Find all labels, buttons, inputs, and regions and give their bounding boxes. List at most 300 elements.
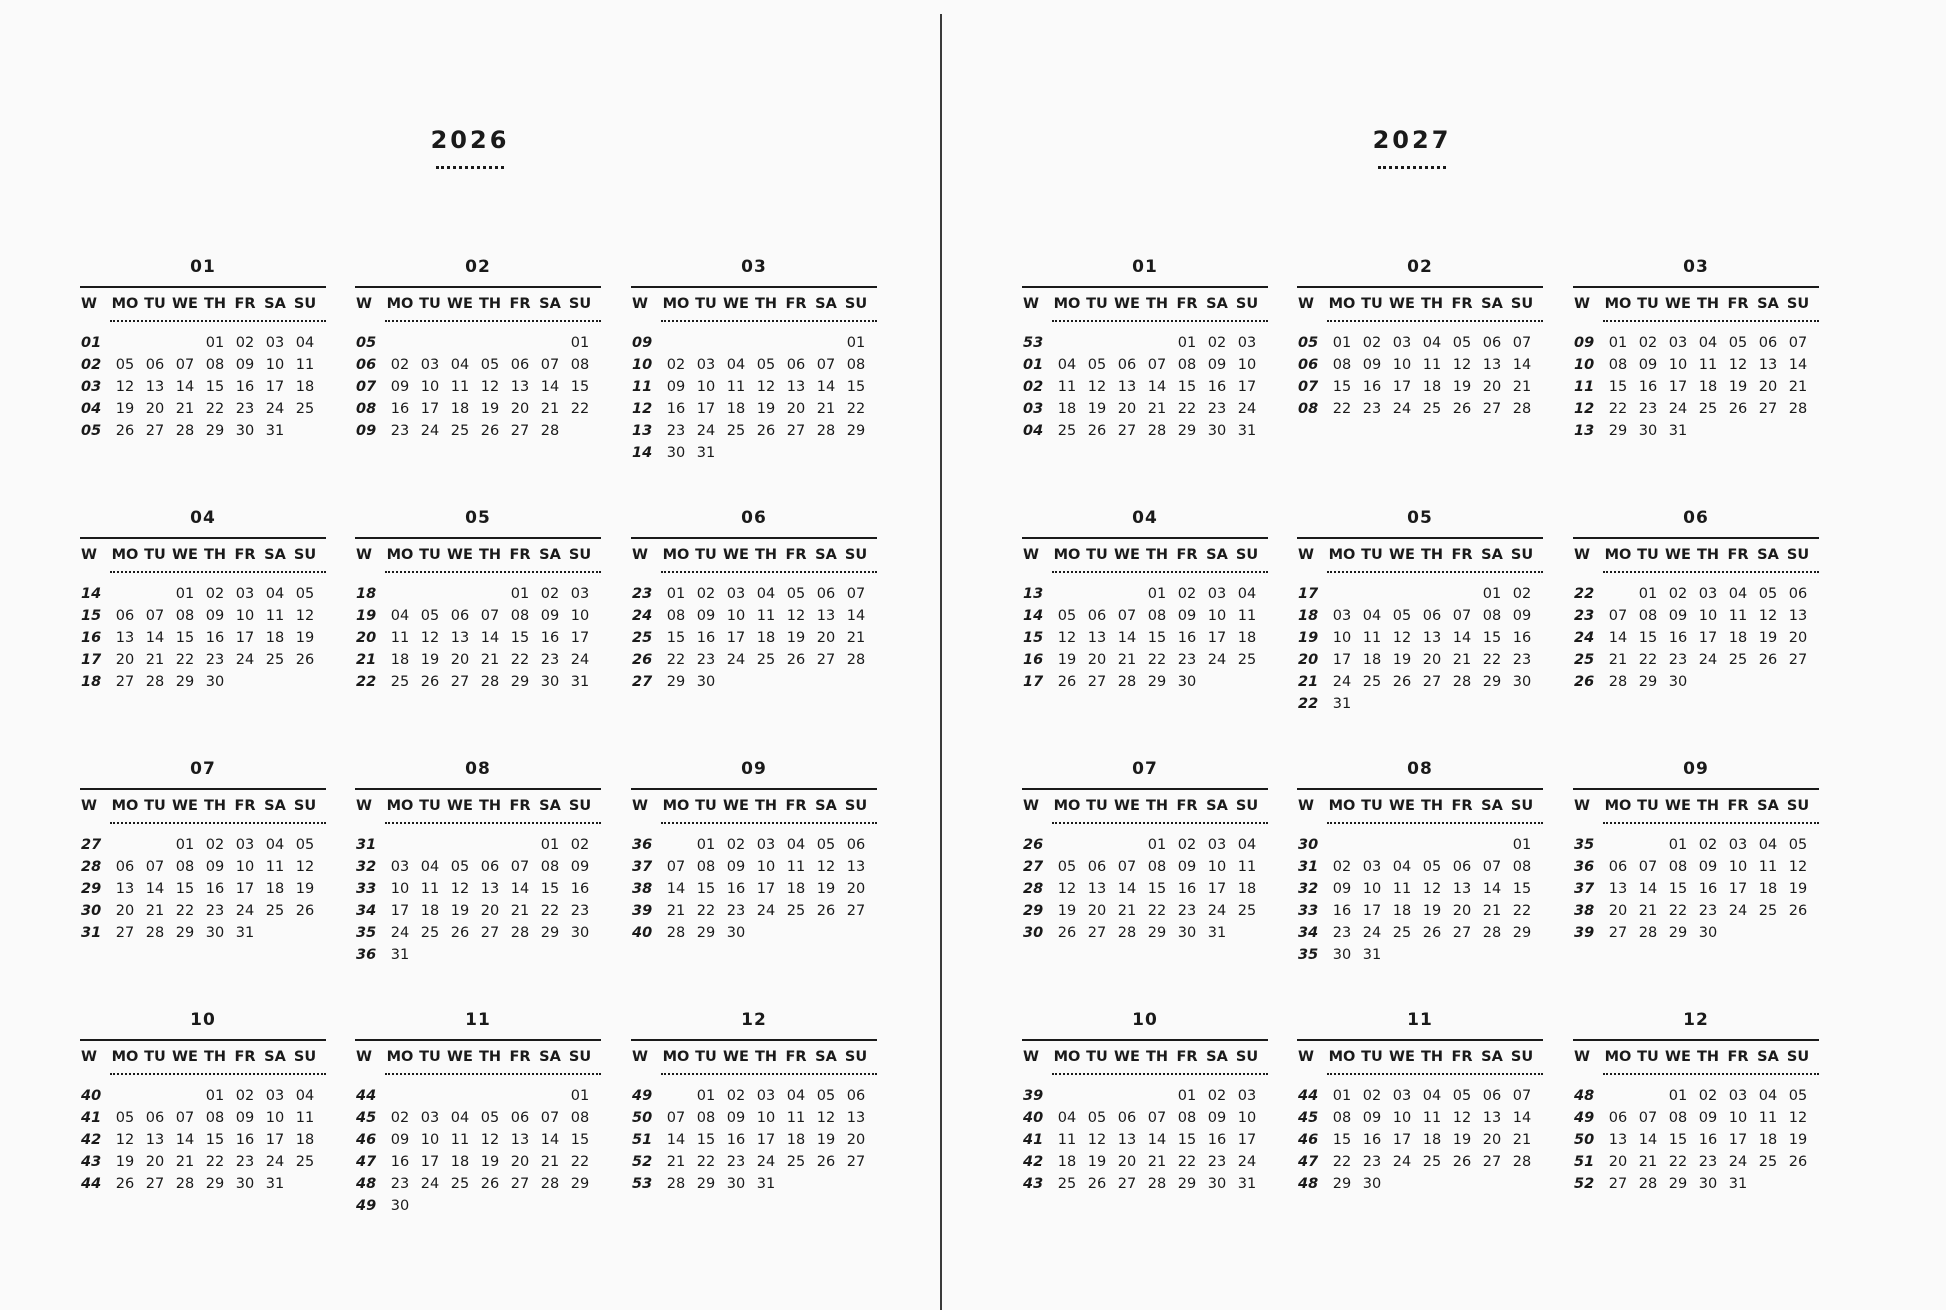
day-cell: 26 xyxy=(450,925,470,941)
day-cell: 11 xyxy=(1237,859,1257,875)
week-row xyxy=(1297,583,1543,605)
day-cell: 18 xyxy=(1422,379,1442,395)
day-cell: 04 xyxy=(1237,837,1257,853)
month-title: 02 xyxy=(465,257,491,277)
weekday-header xyxy=(1022,790,1268,820)
weekday-header xyxy=(80,1041,326,1071)
day-cell: 03 xyxy=(1237,335,1257,351)
header-dotted-rule xyxy=(1327,571,1543,573)
day-cell: 28 xyxy=(480,674,500,690)
weekday-label: TH xyxy=(203,296,227,312)
header-dotted-rule xyxy=(661,822,877,824)
week-column-header: W xyxy=(1574,547,1590,563)
month-title: 08 xyxy=(1407,759,1433,779)
day-cell: 06 xyxy=(115,608,135,624)
weekday-label: TU xyxy=(419,547,441,563)
weekday-label: SA xyxy=(815,296,837,312)
day-cell: 23 xyxy=(1207,1154,1227,1170)
week-number: 48 xyxy=(356,1176,377,1192)
day-cell: 07 xyxy=(1512,335,1532,351)
week-row xyxy=(631,834,877,856)
day-cell: 23 xyxy=(1668,652,1688,668)
day-cell: 20 xyxy=(145,401,165,417)
week-number: 40 xyxy=(632,925,653,941)
weekday-label: TU xyxy=(695,1049,717,1065)
day-cell: 27 xyxy=(1117,423,1137,439)
day-cell: 26 xyxy=(1057,674,1077,690)
weekday-label: SA xyxy=(539,798,561,814)
day-cell: 10 xyxy=(1207,608,1227,624)
month-title: 09 xyxy=(741,759,767,779)
day-cell: 09 xyxy=(235,357,255,373)
day-cell: 18 xyxy=(450,401,470,417)
weekday-label: TU xyxy=(144,547,166,563)
weekday-label: TH xyxy=(1420,547,1444,563)
day-cell: 30 xyxy=(205,674,225,690)
header-dotted-rule xyxy=(110,571,326,573)
week-row xyxy=(1022,671,1268,693)
day-cell: 04 xyxy=(1057,1110,1077,1126)
day-cell: 30 xyxy=(1207,1176,1227,1192)
week-column-header: W xyxy=(1574,798,1590,814)
week-row xyxy=(1297,671,1543,693)
week-row xyxy=(1297,834,1543,856)
day-cell: 24 xyxy=(1362,925,1382,941)
weekday-label: TH xyxy=(1145,798,1169,814)
day-cell: 07 xyxy=(1482,859,1502,875)
day-cell: 28 xyxy=(1482,925,1502,941)
week-row xyxy=(355,671,601,693)
day-cell: 01 xyxy=(696,1088,716,1104)
day-cell: 03 xyxy=(265,335,285,351)
day-cell: 27 xyxy=(816,652,836,668)
day-cell: 21 xyxy=(1638,1154,1658,1170)
week-number: 20 xyxy=(1298,652,1319,668)
day-cell: 13 xyxy=(846,859,866,875)
week-number: 50 xyxy=(1574,1132,1595,1148)
month-02 xyxy=(355,254,601,442)
day-cell xyxy=(1112,1085,1142,1107)
week-row xyxy=(1022,332,1268,354)
day-cell: 30 xyxy=(726,1176,746,1192)
weekday-label: SA xyxy=(815,547,837,563)
weekday-header xyxy=(355,790,601,820)
week-row xyxy=(631,442,877,464)
day-cell: 28 xyxy=(1512,401,1532,417)
day-cell: 21 xyxy=(1482,903,1502,919)
day-cell: 13 xyxy=(816,608,836,624)
week-number: 29 xyxy=(81,881,102,897)
day-cell xyxy=(1232,922,1262,944)
day-cell xyxy=(1447,834,1477,856)
day-cell: 05 xyxy=(115,1110,135,1126)
day-cell: 07 xyxy=(510,859,530,875)
week-row xyxy=(355,1151,601,1173)
weekday-label: MO xyxy=(1328,296,1356,312)
day-cell: 27 xyxy=(846,1154,866,1170)
day-cell: 11 xyxy=(1237,608,1257,624)
day-cell: 28 xyxy=(1638,925,1658,941)
week-number: 09 xyxy=(1574,335,1595,351)
header-dotted-rule xyxy=(661,571,877,573)
day-cell: 04 xyxy=(1422,335,1442,351)
day-cell: 22 xyxy=(696,1154,716,1170)
weekday-label: TH xyxy=(203,547,227,563)
week-number: 33 xyxy=(1298,903,1319,919)
weekday-label: FR xyxy=(234,296,256,312)
week-number: 06 xyxy=(1298,357,1319,373)
day-cell: 25 xyxy=(390,674,410,690)
day-cell: 02 xyxy=(1332,859,1352,875)
day-cell xyxy=(385,834,415,856)
weekday-label: MO xyxy=(386,547,414,563)
week-number: 27 xyxy=(81,837,102,853)
weekday-label: SU xyxy=(1786,296,1810,312)
day-cell: 29 xyxy=(846,423,866,439)
week-number: 14 xyxy=(1023,608,1044,624)
day-cell: 27 xyxy=(1087,674,1107,690)
day-cell: 10 xyxy=(1668,357,1688,373)
day-cell: 16 xyxy=(390,1154,410,1170)
day-cell: 17 xyxy=(726,630,746,646)
week-number: 18 xyxy=(81,674,102,690)
day-cell xyxy=(1082,1085,1112,1107)
day-cell: 25 xyxy=(1422,401,1442,417)
day-cell: 27 xyxy=(1758,401,1778,417)
day-cell: 01 xyxy=(205,335,225,351)
month-title: 08 xyxy=(465,759,491,779)
day-cell: 09 xyxy=(1207,1110,1227,1126)
week-row xyxy=(1297,649,1543,671)
month-05 xyxy=(1297,505,1543,715)
day-cell: 10 xyxy=(1392,1110,1412,1126)
day-cell: 16 xyxy=(1177,630,1197,646)
day-cell: 05 xyxy=(480,1110,500,1126)
day-cell: 09 xyxy=(726,1110,746,1126)
day-cell xyxy=(565,944,595,966)
weekday-label: FR xyxy=(1727,1049,1749,1065)
day-cell xyxy=(385,583,415,605)
day-cell: 19 xyxy=(1728,379,1748,395)
day-cell: 20 xyxy=(510,401,530,417)
day-cell: 09 xyxy=(696,608,716,624)
weekday-header xyxy=(1573,790,1819,820)
day-cell: 09 xyxy=(1362,1110,1382,1126)
weekday-label: TU xyxy=(1361,296,1383,312)
day-cell: 03 xyxy=(1728,1088,1748,1104)
weekday-label: WE xyxy=(1114,798,1140,814)
day-cell: 02 xyxy=(696,586,716,602)
weekday-header xyxy=(631,539,877,569)
day-cell xyxy=(1783,922,1813,944)
week-row xyxy=(631,900,877,922)
day-cell: 06 xyxy=(1087,608,1107,624)
week-number: 16 xyxy=(81,630,102,646)
day-cell: 09 xyxy=(205,859,225,875)
day-cell: 19 xyxy=(1452,1132,1472,1148)
day-cell: 05 xyxy=(295,586,315,602)
day-cell: 07 xyxy=(846,586,866,602)
week-number: 46 xyxy=(1298,1132,1319,1148)
week-column-header: W xyxy=(356,1049,372,1065)
day-cell xyxy=(1112,834,1142,856)
day-cell: 24 xyxy=(265,1154,285,1170)
day-cell: 24 xyxy=(1728,903,1748,919)
day-cell: 06 xyxy=(846,837,866,853)
weekday-label: FR xyxy=(509,1049,531,1065)
day-cell: 25 xyxy=(726,423,746,439)
weekday-label: SU xyxy=(844,798,868,814)
weekday-header xyxy=(1297,539,1543,569)
day-cell: 30 xyxy=(1638,423,1658,439)
weekday-header xyxy=(1573,288,1819,318)
day-cell xyxy=(1603,834,1633,856)
weekday-label: MO xyxy=(1604,798,1632,814)
week-number: 28 xyxy=(1023,881,1044,897)
day-cell: 04 xyxy=(786,1088,806,1104)
weekday-label: TH xyxy=(1420,1049,1444,1065)
weekday-label: SU xyxy=(568,1049,592,1065)
day-cell: 25 xyxy=(1758,903,1778,919)
day-cell: 28 xyxy=(510,925,530,941)
day-cell: 19 xyxy=(295,630,315,646)
day-cell: 30 xyxy=(696,674,716,690)
weekday-label: MO xyxy=(386,1049,414,1065)
day-cell: 15 xyxy=(1332,1132,1352,1148)
month-04 xyxy=(80,505,326,693)
week-number: 31 xyxy=(81,925,102,941)
weekday-label: WE xyxy=(723,798,749,814)
weekday-label: TH xyxy=(1696,798,1720,814)
week-number: 38 xyxy=(632,881,653,897)
day-cell xyxy=(1052,583,1082,605)
week-row xyxy=(1297,376,1543,398)
week-row xyxy=(631,649,877,671)
day-cell: 06 xyxy=(1117,357,1137,373)
day-cell: 11 xyxy=(450,379,470,395)
day-cell: 10 xyxy=(1728,1110,1748,1126)
month-07 xyxy=(1022,756,1268,944)
day-cell: 21 xyxy=(1512,379,1532,395)
day-cell: 23 xyxy=(1177,903,1197,919)
day-cell xyxy=(565,420,595,442)
weekday-label: WE xyxy=(447,1049,473,1065)
week-number: 04 xyxy=(81,401,102,417)
day-cell: 26 xyxy=(756,423,776,439)
week-number: 03 xyxy=(81,379,102,395)
day-cell: 05 xyxy=(1057,859,1077,875)
day-cell: 05 xyxy=(786,586,806,602)
day-cell: 19 xyxy=(115,1154,135,1170)
day-cell: 09 xyxy=(1362,357,1382,373)
month-11 xyxy=(355,1007,601,1217)
day-cell xyxy=(140,332,170,354)
weekday-label: SA xyxy=(815,1049,837,1065)
header-dotted-rule xyxy=(110,822,326,824)
week-row xyxy=(1022,1085,1268,1107)
day-cell: 22 xyxy=(510,652,530,668)
day-cell: 19 xyxy=(1422,903,1442,919)
day-cell xyxy=(1142,332,1172,354)
week-row xyxy=(1297,944,1543,966)
day-cell: 13 xyxy=(1452,881,1472,897)
day-cell: 19 xyxy=(1087,401,1107,417)
weekday-label: SA xyxy=(1757,296,1779,312)
day-cell: 26 xyxy=(816,1154,836,1170)
weekday-label: TU xyxy=(1086,547,1108,563)
day-cell: 25 xyxy=(420,925,440,941)
week-row xyxy=(1297,354,1543,376)
day-cell: 27 xyxy=(1608,1176,1628,1192)
week-number: 43 xyxy=(1023,1176,1044,1192)
day-cell: 25 xyxy=(295,1154,315,1170)
weekday-label: WE xyxy=(1665,798,1691,814)
day-cell: 12 xyxy=(1788,1110,1808,1126)
day-cell: 05 xyxy=(1057,608,1077,624)
week-row xyxy=(631,1085,877,1107)
day-cell xyxy=(1202,671,1232,693)
day-cell xyxy=(535,944,565,966)
day-cell: 09 xyxy=(1177,859,1197,875)
day-cell: 17 xyxy=(420,1154,440,1170)
day-cell: 30 xyxy=(235,423,255,439)
day-cell: 08 xyxy=(696,1110,716,1126)
week-row xyxy=(1573,856,1819,878)
week-row xyxy=(1573,354,1819,376)
weekday-header xyxy=(1573,539,1819,569)
day-cell: 13 xyxy=(1608,1132,1628,1148)
day-cell xyxy=(445,834,475,856)
weekday-header xyxy=(80,539,326,569)
day-cell: 12 xyxy=(1728,357,1748,373)
day-cell xyxy=(110,834,140,856)
week-row xyxy=(1022,1107,1268,1129)
day-cell xyxy=(1112,332,1142,354)
day-cell: 30 xyxy=(726,925,746,941)
month-06 xyxy=(1573,505,1819,693)
day-cell: 23 xyxy=(696,652,716,668)
year-panel-2027 xyxy=(942,0,1882,1310)
weekday-label: SU xyxy=(293,296,317,312)
day-cell: 27 xyxy=(1452,925,1472,941)
day-cell: 16 xyxy=(1207,379,1227,395)
day-cell: 28 xyxy=(175,423,195,439)
day-cell xyxy=(170,332,200,354)
month-03 xyxy=(631,254,877,464)
day-cell: 10 xyxy=(235,859,255,875)
year-panel-2026 xyxy=(0,0,940,1310)
day-cell xyxy=(1693,671,1723,693)
month-title: 03 xyxy=(1683,257,1709,277)
day-cell: 01 xyxy=(510,586,530,602)
day-cell: 30 xyxy=(390,1198,410,1214)
day-cell xyxy=(415,1085,445,1107)
day-cell: 01 xyxy=(540,837,560,853)
day-cell xyxy=(1603,1085,1633,1107)
weekday-label: WE xyxy=(1114,1049,1140,1065)
day-cell: 14 xyxy=(540,1132,560,1148)
day-cell xyxy=(1232,671,1262,693)
day-cell: 22 xyxy=(205,1154,225,1170)
day-cell: 30 xyxy=(1177,674,1197,690)
day-cell: 29 xyxy=(696,1176,716,1192)
weekday-label: TU xyxy=(144,1049,166,1065)
day-cell: 24 xyxy=(1392,401,1412,417)
day-cell: 15 xyxy=(1147,881,1167,897)
day-cell xyxy=(841,442,871,464)
month-title: 02 xyxy=(1407,257,1433,277)
day-cell: 28 xyxy=(1147,1176,1167,1192)
header-dotted-rule xyxy=(385,822,601,824)
weekday-label: SU xyxy=(568,798,592,814)
day-cell: 06 xyxy=(1608,1110,1628,1126)
day-cell xyxy=(1447,693,1477,715)
day-cell: 27 xyxy=(480,925,500,941)
week-number: 37 xyxy=(1574,881,1595,897)
day-cell xyxy=(1477,834,1507,856)
week-number: 48 xyxy=(1298,1176,1319,1192)
day-cell: 21 xyxy=(1788,379,1808,395)
week-column-header: W xyxy=(632,296,648,312)
day-cell: 29 xyxy=(175,925,195,941)
day-cell: 20 xyxy=(1452,903,1472,919)
day-cell: 07 xyxy=(1788,335,1808,351)
day-cell: 18 xyxy=(450,1154,470,1170)
week-row xyxy=(1573,376,1819,398)
day-cell xyxy=(290,922,320,944)
day-cell xyxy=(841,922,871,944)
week-column-header: W xyxy=(356,296,372,312)
day-cell: 26 xyxy=(295,903,315,919)
day-cell: 11 xyxy=(726,379,746,395)
weekday-label: MO xyxy=(662,296,690,312)
day-cell xyxy=(1477,944,1507,966)
header-dotted-rule xyxy=(1603,822,1819,824)
weekday-label: TH xyxy=(1696,1049,1720,1065)
day-cell xyxy=(565,1195,595,1217)
weekday-label: FR xyxy=(1451,296,1473,312)
day-cell: 03 xyxy=(235,586,255,602)
month-title: 10 xyxy=(1132,1010,1158,1030)
weekday-label: TH xyxy=(203,798,227,814)
weekday-label: MO xyxy=(1053,1049,1081,1065)
weekday-header xyxy=(631,288,877,318)
day-cell: 03 xyxy=(420,1110,440,1126)
week-row xyxy=(355,354,601,376)
week-number: 35 xyxy=(356,925,377,941)
day-cell xyxy=(140,1085,170,1107)
day-cell: 17 xyxy=(570,630,590,646)
day-cell xyxy=(691,332,721,354)
weekday-label: TH xyxy=(478,547,502,563)
year-title: 2026 xyxy=(430,126,510,154)
day-cell: 12 xyxy=(480,379,500,395)
day-cell: 19 xyxy=(756,401,776,417)
day-cell: 07 xyxy=(1117,608,1137,624)
weekday-header xyxy=(1297,288,1543,318)
week-row xyxy=(1573,1107,1819,1129)
week-column-header: W xyxy=(632,1049,648,1065)
day-cell: 22 xyxy=(696,903,716,919)
day-cell: 10 xyxy=(756,1110,776,1126)
day-cell: 24 xyxy=(756,903,776,919)
week-row xyxy=(80,834,326,856)
day-cell: 01 xyxy=(1668,1088,1688,1104)
week-number: 47 xyxy=(356,1154,377,1170)
week-number: 32 xyxy=(356,859,377,875)
day-cell: 07 xyxy=(175,1110,195,1126)
day-cell: 24 xyxy=(265,401,285,417)
